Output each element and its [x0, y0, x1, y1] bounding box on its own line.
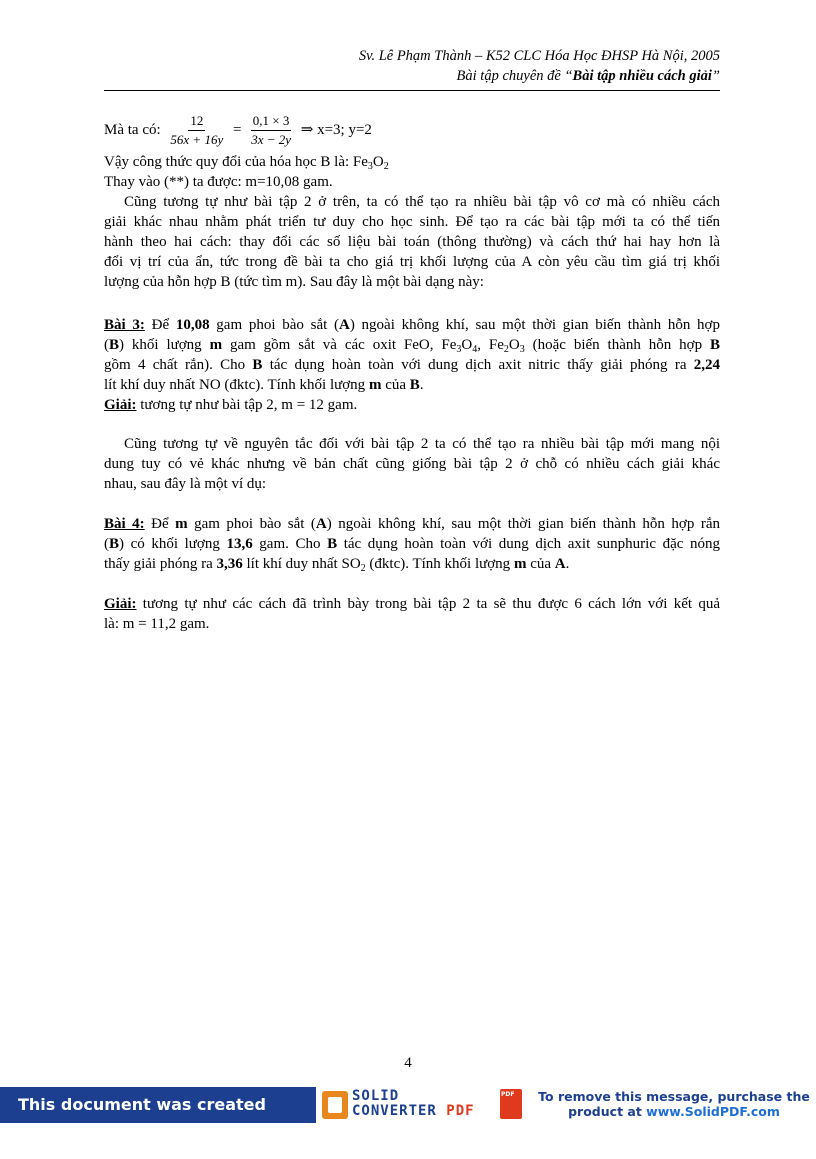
paragraph-2-line: dung tuy có vẻ khác nhưng về bản chất cũng giống bài tập 2 ở chỗ có nhiều cách giải khác [104, 456, 720, 472]
exercise-4-line: thấy giải phóng ra 3,36 lít khí duy nhất $SO_2$ (đktc). Tính khối lượng m của A. [104, 556, 570, 574]
exercise-3-line: (B) khối lượng m gam gồm sắt và các oxit FeO, $Fe_3O_4$, $Fe_2O_3$ (hoặc biến thành hỗn hợp B [104, 337, 720, 355]
equation-result: ⇒ x=3; y=2 [300, 121, 372, 138]
paragraph-1-line: hành theo hai cách: thay đổi các số liệu bài toán (thông thường) và cách thứ hai hay hơn là [104, 234, 720, 250]
paragraph-1-line: đổi vị trí của ẩn, tức trong đề bài ta cho giá trị khối lượng của A còn yêu cầu tìm giá trị khối [104, 254, 720, 270]
fraction-1: $\frac{12}{56x + 16y}$ [170, 113, 224, 147]
page-number: 4 [404, 1055, 412, 1071]
exercise-3-line: lít khí duy nhất NO (đktc). Tính khối lượng m của B. [104, 377, 424, 393]
paragraph-2 [104, 434, 720, 494]
exercise-4-line: (B) có khối lượng 13,6 gam. Cho B tác dụng hoàn toàn với dung dịch axit sunphuric đặc nóng [104, 536, 720, 552]
solution-4-line: Giải: tương tự như các cách đã trình bày trong bài tập 2 ta sẽ thu được 6 cách lớn với kết quả [104, 596, 720, 612]
fraction-2: $\frac{0,1 \times 3}{3x - 2y}$ [251, 113, 291, 147]
header-topic-title: Bài tập nhiều cách giải [572, 68, 712, 84]
exercise-4-label: Bài 4: [104, 516, 145, 532]
logo-mark-icon [322, 1091, 348, 1119]
solid-converter-logo [322, 1089, 528, 1121]
equation-line: Mà ta có: $\frac{12}{56x + 16y}$ = $\frac{0,1 \times 3}{3x - 2y}$ ⇒ x=3; y=2 [104, 113, 372, 147]
page-header [359, 46, 720, 86]
solution-3: Giải: tương tự như bài tập 2, m = 12 gam. [104, 397, 358, 413]
solution-3-label: Giải: [104, 397, 137, 413]
paragraph-2-line: nhau, sau đây là một ví dụ: [104, 476, 267, 492]
header-author-line: Sv. Lê Phạm Thành – K52 CLC Hóa Học ĐHSP Hà Nội, 2005 [358, 48, 720, 64]
solution-4-line: là: m = 11,2 gam. [104, 616, 210, 632]
exercise-3 [104, 315, 720, 415]
formula-line: Vậy công thức quy đổi của hóa học B là: $Fe_3O_2$ [104, 154, 389, 172]
solidpdf-link[interactable]: www.SolidPDF.com [646, 1104, 780, 1119]
solution-4 [104, 594, 720, 634]
logo-text: SOLID CONVERTER PDF [352, 1088, 475, 1119]
exercise-4-line: Bài 4: Để m gam phoi bào sắt (A) ngoài không khí, sau một thời gian biến thành hỗn hợp rắn [104, 516, 720, 532]
paragraph-2-line: Cũng tương tự về nguyên tắc đối với bài tập 2 ta có thể tạo ra nhiều bài tập mới mang nội [124, 436, 720, 452]
header-topic-line: Bài tập chuyên đề “Bài tập nhiều cách giải” [456, 68, 720, 84]
exercise-4 [104, 514, 720, 574]
exercise-3-line: gồm 4 chất rắn). Cho B tác dụng hoàn toàn với dung dịch axit nitric thấy giải phóng ra 2,24 [104, 357, 720, 373]
paragraph-1-line: giải khác nhau nhằm phát triển tư duy cho học sinh. Để tạo ra các bài tập mới ta có thể tiến [104, 214, 720, 230]
substitute-line: Thay vào (**) ta được: m=10,08 gam. [104, 174, 333, 190]
pdf-icon [500, 1089, 522, 1119]
solution-4-label: Giải: [104, 596, 137, 612]
banner-left-text: This document was created using [0, 1087, 316, 1123]
watermark-banner[interactable] [0, 1087, 816, 1150]
paragraph-1 [104, 192, 720, 292]
paragraph-1-line: Cũng tương tự như bài tập 2 ở trên, ta có thể tạo ra nhiều bài tập vô cơ mà có nhiều cách [124, 194, 720, 210]
exercise-3-line: Bài 3: Để 10,08 gam phoi bào sắt (A) ngoài không khí, sau một thời gian biến thành hỗn hợp [104, 317, 720, 333]
banner-purchase-message: To remove this message, purchase the product at www.SolidPDF.com [538, 1089, 810, 1119]
paragraph-1-line: lượng của hỗn hợp B (tức tìm m). Sau đây là một bài dạng này: [104, 274, 484, 290]
exercise-3-label: Bài 3: [104, 317, 145, 333]
header-rule [104, 90, 720, 91]
